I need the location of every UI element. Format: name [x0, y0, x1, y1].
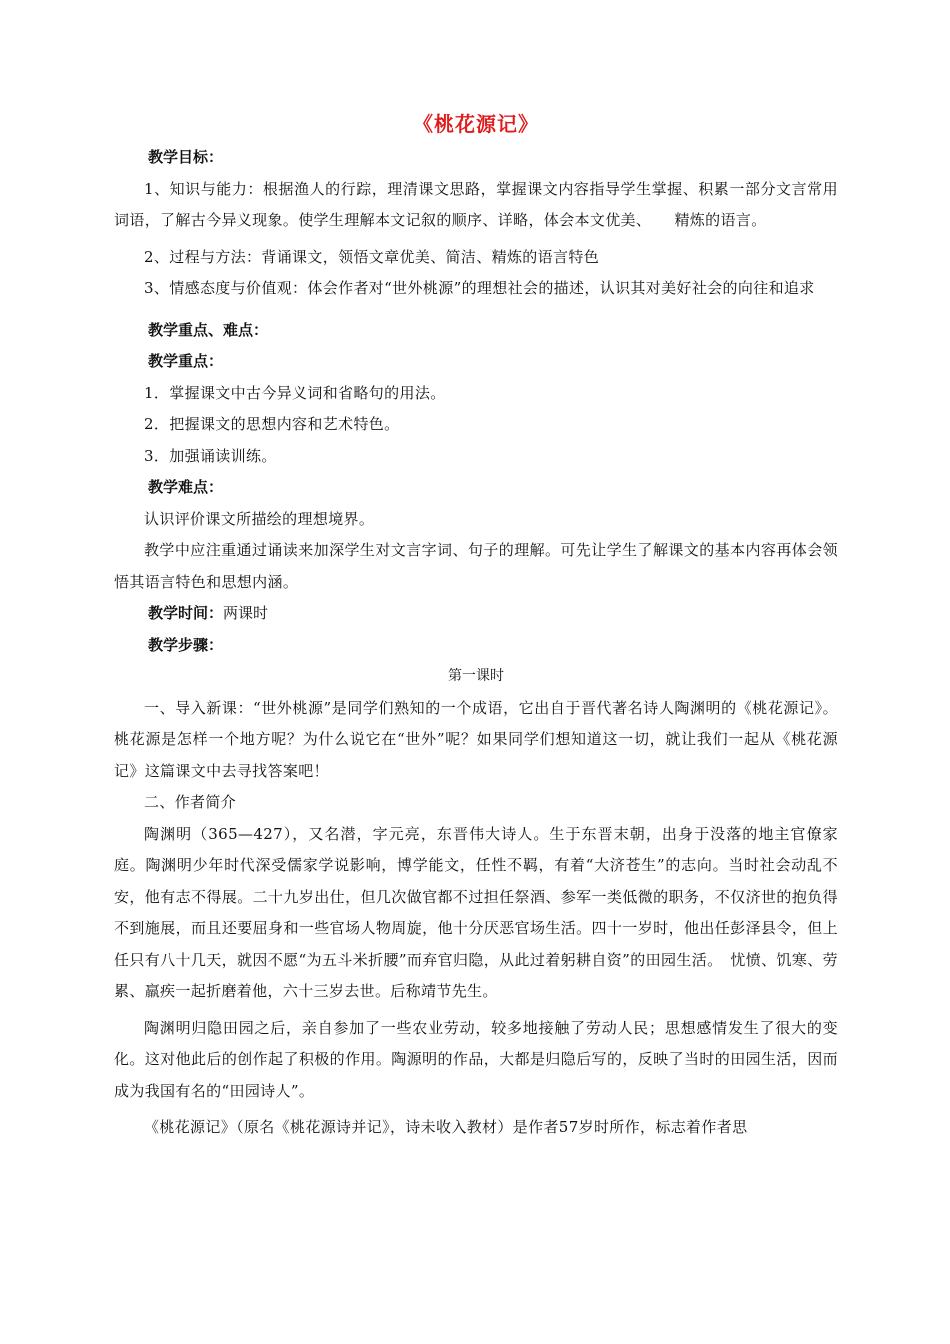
objective-item-3: 3、情感态度与价值观：体会作者对“世外桃源”的理想社会的描述，认识其对美好社会的向往和追求	[144, 279, 815, 297]
teaching-time	[114, 598, 838, 630]
objectives-heading: 教学目标：	[148, 148, 224, 166]
key-points-heading: 教学重点、难点：	[148, 320, 269, 339]
focus-heading: 教学重点：	[148, 352, 224, 370]
focus-item-3: 3．加强诵读训练。	[144, 446, 277, 465]
steps-heading: 教学步骤：	[148, 635, 224, 654]
teaching-time-value: 两课时	[223, 604, 269, 622]
objective-item-1: 1、知识与能力：根据渔人的行踪，理清课文思路，掌握课文内容指导学生掌握、积累一部分文言常用词语，了解古今异义现象。使学生理解本文记叙的顺序、详略，体会本文优美、 精炼的语言。	[114, 179, 838, 229]
author-heading: 二、作者简介	[144, 793, 237, 811]
document-page	[114, 110, 838, 1144]
author-paragraph-2: 陶渊明归隐田园之后，亲自参加了一些农业劳动，较多地接触了劳动人民；思想感情发生了很大的变化。这对他此后的创作起了积极的作用。陶源明的作品，大都是归隐后写的，反映了当时的田园生活，因而成为我国有名的“田园诗人”。	[114, 1018, 838, 1100]
document-title: 《桃花源记》	[413, 112, 539, 136]
teaching-time-label: 教学时间：	[148, 604, 224, 622]
difficulty-text: 认识评价课文所描绘的理想境界。	[144, 509, 375, 528]
focus-item-1: 1．掌握课文中古今异义词和省略句的用法。	[144, 383, 446, 402]
lesson-intro: 一、导入新课：“世外桃源”是同学们熟知的一个成语，它出自于晋代著名诗人陶渊明的《桃花源记》。桃花源是怎样一个地方呢？为什么说它在“世外”呢？如果同学们想知道这一切，就让我们一起从《桃花源记》这篇课文中去寻找答案吧！	[114, 698, 838, 780]
lesson-one-heading: 第一课时	[448, 668, 504, 684]
objective-item-2: 2、过程与方法：背诵课文，领悟文章优美、简洁、精炼的语言特色	[144, 247, 600, 266]
author-paragraph-1: 陶渊明（365—427），又名潜，字元亮，东晋伟大诗人。生于东晋末朝，出身于没落的地主官僚家庭。陶渊明少年时代深受儒家学说影响，博学能文，任性不羁，有着“大济苍生”的志向。当时社会动乱不安，他有志不得展。二十九岁出仕，但几次做官都不过担任祭酒、参军一类低微的职务，不仅济世的抱负得不到施展，而且还要屈身和一些官场人物周旋，他十分厌恶官场生活。四十一岁时，他出任彭泽县令，但上任只有八十几天，就因不愿“为五斗米折腰”而弃官归隐，从此过着躬耕自资”的田园生活。 忧愤、饥寒、劳累、羸疾一起折磨着他，六十三岁去世。后称靖节先生。	[114, 824, 838, 1000]
author-paragraph-3: 《桃花源记》（原名《桃花源诗并记》，诗未收入教材）是作者57岁时所作，标志着作者思	[144, 1118, 748, 1136]
teaching-note: 教学中应注重通过诵读来加深学生对文言字词、句子的理解。可先让学生了解课文的基本内容再体会领悟其语言特色和思想内涵。	[114, 541, 838, 591]
difficulty-heading: 教学难点：	[148, 478, 224, 496]
focus-item-2: 2．把握课文的思想内容和艺术特色。	[144, 415, 400, 433]
